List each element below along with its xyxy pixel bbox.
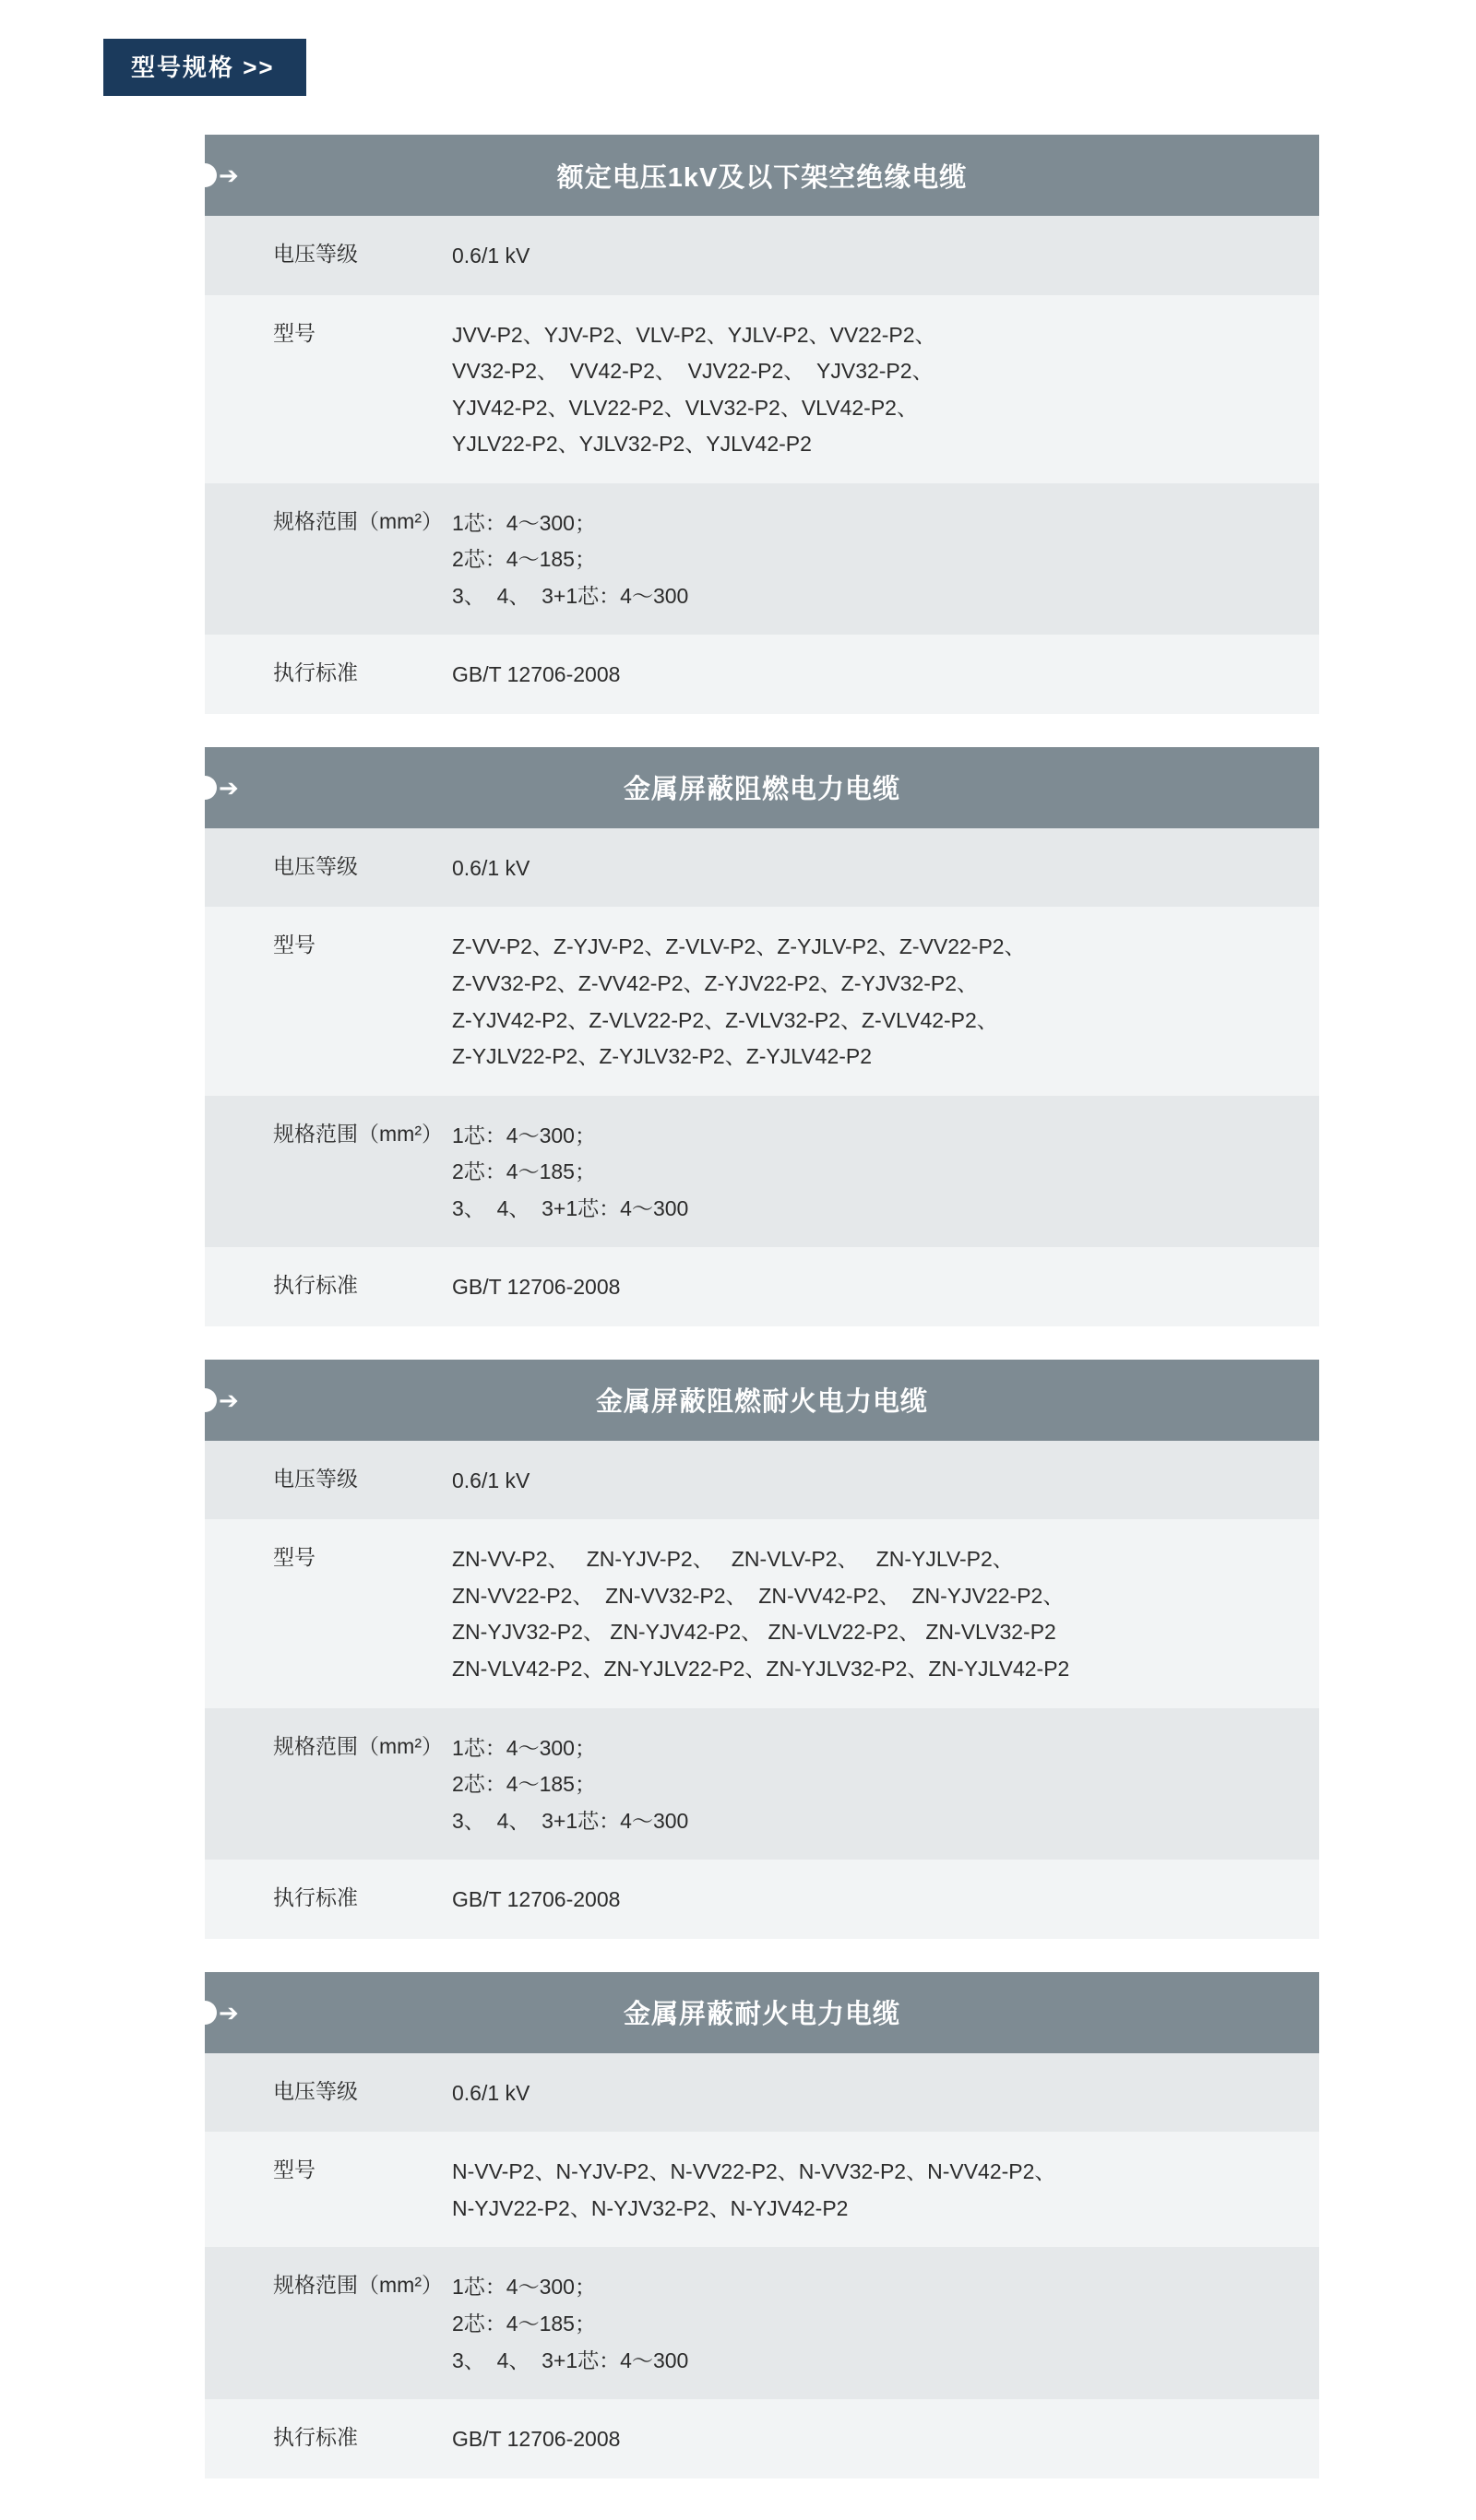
row-spec-range-value <box>452 1708 1319 1860</box>
text-line: 0.6/1 kV <box>452 244 530 267</box>
row-standard-value <box>452 1247 1319 1326</box>
row-model-label: 型号 <box>273 933 315 957</box>
row-voltage <box>205 1441 1319 1520</box>
row-voltage <box>205 216 1319 295</box>
text-line: GB/T 12706-2008 <box>452 2427 621 2452</box>
text-line: Z-YJV42-P2、Z-VLV22-P2、Z-VLV32-P2、Z-VLV42-P2、 <box>452 1007 998 1032</box>
row-model-label: 型号 <box>273 320 315 345</box>
text-line: 3、 4、 3+1芯：4～300 <box>452 583 689 608</box>
row-spec-range-value <box>452 1096 1319 1248</box>
text-line: N-YJV22-P2、N-YJV32-P2、N-YJV42-P2 <box>452 2195 849 2220</box>
spec-block <box>205 1972 1319 2478</box>
row-model <box>205 295 1319 483</box>
row-voltage <box>205 2053 1319 2133</box>
block-header <box>205 135 1319 216</box>
text-line: 3、 4、 3+1芯：4～300 <box>452 1195 689 1220</box>
text-line: VV32-P2、 VV42-P2、 VJV22-P2、 YJV32-P2、 <box>452 359 934 384</box>
text-line: ZN-VLV42-P2、ZN-YJLV22-P2、ZN-YJLV32-P2、ZN-YJLV42-P2 <box>452 1657 1070 1682</box>
row-spec-range-label: 规格范围（mm²） <box>273 1733 443 1758</box>
spec-block <box>205 1360 1319 1939</box>
block-header <box>205 1972 1319 2053</box>
section-tag-wrap <box>0 0 1476 96</box>
text-line: 1芯：4～300； <box>452 2275 596 2300</box>
arrow-bullet-icon: ➔ <box>205 163 239 187</box>
block-title: 金属屏蔽耐火电力电缆 <box>623 2000 900 2030</box>
block-title: 金属屏蔽阻燃耐火电力电缆 <box>595 1387 928 1418</box>
spec-block <box>205 747 1319 1326</box>
row-standard-label: 执行标准 <box>273 2425 358 2450</box>
block-title: 金属屏蔽阻燃电力电缆 <box>623 775 900 805</box>
row-standard <box>205 2399 1319 2478</box>
row-voltage-value <box>452 2053 1319 2133</box>
block-header <box>205 1360 1319 1441</box>
row-standard <box>205 1247 1319 1326</box>
text-line: 1芯：4～300； <box>452 1123 596 1147</box>
text-line: YJLV22-P2、YJLV32-P2、YJLV42-P2 <box>452 432 812 457</box>
row-voltage <box>205 828 1319 908</box>
arrow-bullet-icon: ➔ <box>205 776 239 800</box>
text-line: GB/T 12706-2008 <box>452 1887 621 1912</box>
text-line: 2芯：4～185； <box>452 2311 596 2336</box>
row-spec-range-value <box>452 483 1319 636</box>
text-line: JVV-P2、YJV-P2、VLV-P2、YJLV-P2、VV22-P2、 <box>452 322 936 347</box>
text-line: 2芯：4～185； <box>452 1159 596 1184</box>
arrow-bullet-icon: ➔ <box>205 1388 239 1412</box>
text-line: 1芯：4～300； <box>452 510 596 535</box>
row-model-value <box>452 907 1319 1095</box>
row-voltage-value <box>452 828 1319 908</box>
row-spec-range <box>205 1708 1319 1860</box>
row-spec-range <box>205 1096 1319 1248</box>
text-line: 0.6/1 kV <box>452 2080 530 2105</box>
text-line: N-VV-P2、N-YJV-P2、N-VV22-P2、N-VV32-P2、N-VV42-P2、 <box>452 2159 1056 2184</box>
text-line: ZN-VV-P2、 ZN-YJV-P2、 ZN-VLV-P2、 ZN-YJLV-P2、 <box>452 1547 1014 1572</box>
row-standard-label: 执行标准 <box>273 1273 358 1298</box>
text-line: 1芯：4～300； <box>452 1735 596 1760</box>
spec-blocks <box>0 135 1476 2478</box>
row-model-value <box>452 2132 1319 2247</box>
text-line: 2芯：4～185； <box>452 547 596 572</box>
text-line: ZN-YJV32-P2、 ZN-YJV42-P2、 ZN-VLV22-P2、 ZN-VLV32-P2 <box>452 1620 1056 1645</box>
text-line: 0.6/1 kV <box>452 1468 530 1492</box>
row-spec-range <box>205 483 1319 636</box>
row-standard-label: 执行标准 <box>273 1885 358 1910</box>
text-line: 3、 4、 3+1芯：4～300 <box>452 1808 689 1833</box>
text-line: Z-VV-P2、Z-YJV-P2、Z-VLV-P2、Z-YJLV-P2、Z-VV22-P2、 <box>452 934 1026 959</box>
row-standard-value <box>452 2399 1319 2478</box>
row-model <box>205 1519 1319 1707</box>
block-title: 额定电压1kV及以下架空绝缘电缆 <box>556 162 968 193</box>
text-line: Z-VV32-P2、Z-VV42-P2、Z-YJV22-P2、Z-YJV32-P2、 <box>452 971 979 996</box>
row-spec-range-value <box>452 2247 1319 2399</box>
row-standard-label: 执行标准 <box>273 660 358 685</box>
text-line: 0.6/1 kV <box>452 855 530 880</box>
text-line: GB/T 12706-2008 <box>452 662 621 687</box>
row-standard <box>205 1860 1319 1939</box>
row-model-value <box>452 1519 1319 1707</box>
row-voltage-value <box>452 1441 1319 1520</box>
row-standard-value <box>452 635 1319 714</box>
row-voltage-label: 电压等级 <box>273 1466 358 1491</box>
row-spec-range-label: 规格范围（mm²） <box>273 1121 443 1146</box>
text-line: YJV42-P2、VLV22-P2、VLV32-P2、VLV42-P2、 <box>452 395 918 420</box>
section-tag: 型号规格 >> <box>103 39 306 96</box>
row-spec-range-label: 规格范围（mm²） <box>273 508 443 533</box>
row-voltage-label: 电压等级 <box>273 242 358 266</box>
text-line: ZN-VV22-P2、 ZN-VV32-P2、 ZN-VV42-P2、 ZN-YJV22-P2、 <box>452 1583 1065 1608</box>
text-line: GB/T 12706-2008 <box>452 1275 621 1300</box>
text-line: Z-YJLV22-P2、Z-YJLV32-P2、Z-YJLV42-P2 <box>452 1044 873 1069</box>
text-line: 3、 4、 3+1芯：4～300 <box>452 2348 689 2372</box>
row-voltage-label: 电压等级 <box>273 2078 358 2103</box>
row-model <box>205 907 1319 1095</box>
spec-block <box>205 135 1319 714</box>
row-spec-range <box>205 2247 1319 2399</box>
row-spec-range-label: 规格范围（mm²） <box>273 2273 443 2298</box>
row-model-value <box>452 295 1319 483</box>
row-voltage-label: 电压等级 <box>273 853 358 878</box>
row-standard <box>205 635 1319 714</box>
row-voltage-value <box>452 216 1319 295</box>
row-standard-value <box>452 1860 1319 1939</box>
row-model <box>205 2132 1319 2247</box>
row-model-label: 型号 <box>273 1545 315 1570</box>
row-model-label: 型号 <box>273 2157 315 2182</box>
arrow-bullet-icon: ➔ <box>205 2001 239 2025</box>
block-header <box>205 747 1319 828</box>
text-line: 2芯：4～185； <box>452 1772 596 1797</box>
